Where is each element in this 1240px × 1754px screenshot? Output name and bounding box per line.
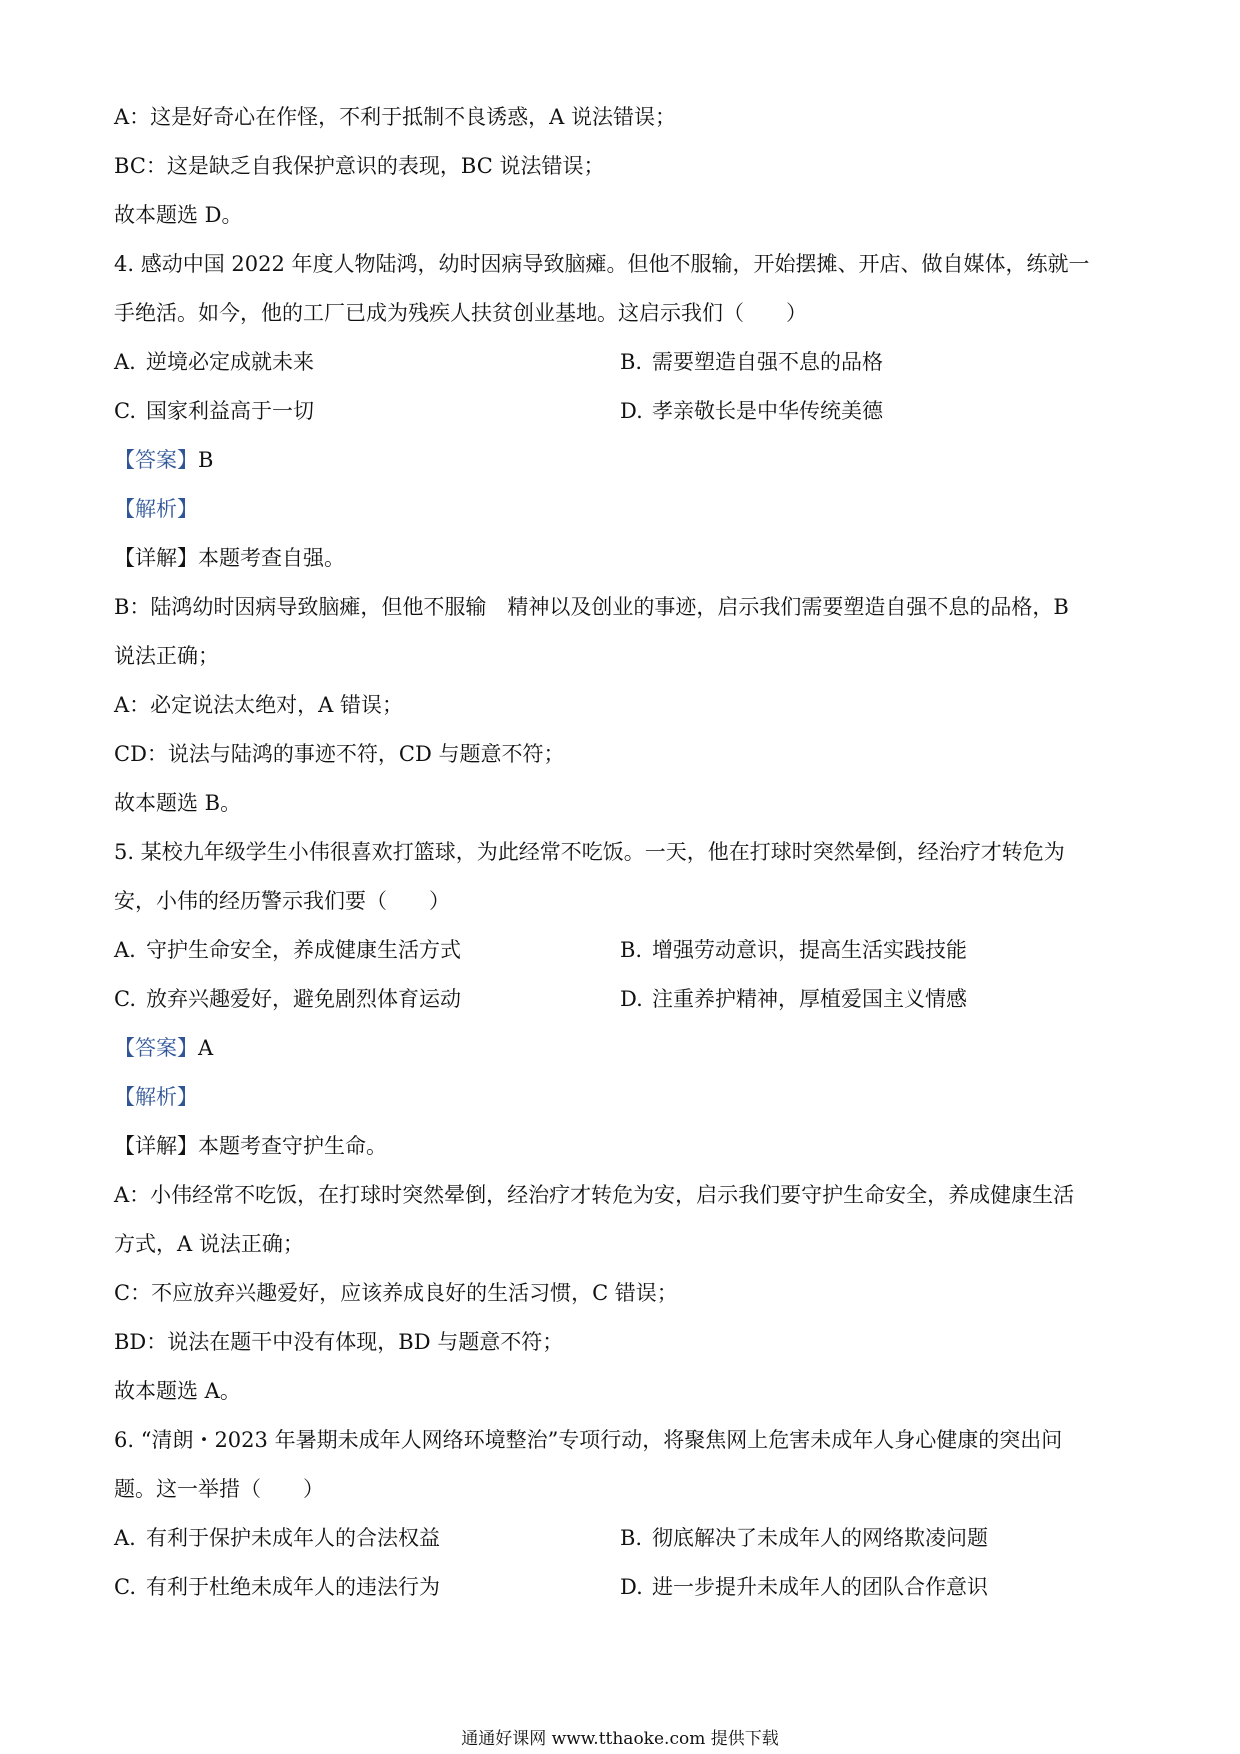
- q5-option-a: A. 守护生命安全，养成健康生活方式: [114, 938, 461, 962]
- explanation-line: A：小伟经常不吃饭，在打球时突然晕倒，经治疗才转危为安，启示我们要守护生命安全，养成健康生活: [114, 1183, 1075, 1207]
- q4-option-d: D. 孝亲敬长是中华传统美德: [620, 399, 883, 423]
- q4-option-a: A. 逆境必定成就未来: [114, 350, 314, 374]
- q6-option-b: B. 彻底解决了未成年人的网络欺凌问题: [620, 1526, 988, 1550]
- conclusion-line: 故本题选 A。: [114, 1379, 241, 1403]
- question-4-stem-cont: 手绝活。如今，他的工厂已成为残疾人扶贫创业基地。这启示我们（ ）: [114, 301, 807, 325]
- q6-option-d: D. 进一步提升未成年人的团队合作意识: [620, 1575, 988, 1599]
- explanation-line: BD：说法在题干中没有体现，BD 与题意不符；: [114, 1330, 564, 1354]
- conclusion-line: 故本题选 D。: [114, 203, 243, 227]
- question-5-stem-cont: 安，小伟的经历警示我们要（ ）: [114, 889, 450, 913]
- explanation-line: 说法正确；: [114, 644, 219, 668]
- q5-answer: 【答案】A: [114, 1036, 214, 1060]
- explanation-line: B：陆鸿幼时因病导致脑瘫，但他不服输 精神以及创业的事迹，启示我们需要塑造自强不息的品格，B: [114, 595, 1069, 619]
- question-6-stem: 6. “清朗・2023 年暑期未成年人网络环境整治”专项行动，将聚焦网上危害未成年人身心健康的突出问: [114, 1428, 1063, 1452]
- question-4-stem: 4. 感动中国 2022 年度人物陆鸿，幼时因病导致脑瘫。但他不服输，开始摆摊、开店、做自媒体，练就一: [114, 252, 1090, 276]
- explanation-line: C：不应放弃兴趣爱好，应该养成良好的生活习惯，C 错误；: [114, 1281, 678, 1305]
- explanation-line: A：这是好奇心在作怪，不利于抵制不良诱惑，A 说法错误；: [114, 105, 677, 129]
- page-footer: 通通好课网 www.tthaoke.com 提供下载: [461, 1729, 779, 1749]
- q5-detail: 【详解】本题考查守护生命。: [114, 1134, 387, 1158]
- q4-analysis-heading: 【解析】: [114, 497, 198, 521]
- explanation-line: A：必定说法太绝对，A 错误；: [114, 693, 404, 717]
- conclusion-line: 故本题选 B。: [114, 791, 242, 815]
- q5-option-c: C. 放弃兴趣爱好，避免剧烈体育运动: [114, 987, 461, 1011]
- explanation-line: 方式，A 说法正确；: [114, 1232, 304, 1256]
- q6-option-a: A. 有利于保护未成年人的合法权益: [114, 1526, 440, 1550]
- explanation-line: BC：这是缺乏自我保护意识的表现，BC 说法错误；: [114, 154, 605, 178]
- q5-option-b: B. 增强劳动意识，提高生活实践技能: [620, 938, 967, 962]
- q5-option-d: D. 注重养护精神，厚植爱国主义情感: [620, 987, 967, 1011]
- q4-option-b: B. 需要塑造自强不息的品格: [620, 350, 883, 374]
- explanation-line: CD：说法与陆鸿的事迹不符，CD 与题意不符；: [114, 742, 565, 766]
- q6-option-c: C. 有利于杜绝未成年人的违法行为: [114, 1575, 440, 1599]
- q4-detail: 【详解】本题考查自强。: [114, 546, 345, 570]
- q4-option-c: C. 国家利益高于一切: [114, 399, 314, 423]
- question-6-stem-cont: 题。这一举措（ ）: [114, 1477, 324, 1501]
- question-5-stem: 5. 某校九年级学生小伟很喜欢打篮球，为此经常不吃饭。一天，他在打球时突然晕倒，经治疗才转危为: [114, 840, 1065, 864]
- q5-analysis-heading: 【解析】: [114, 1085, 198, 1109]
- q4-answer: 【答案】B: [114, 448, 214, 472]
